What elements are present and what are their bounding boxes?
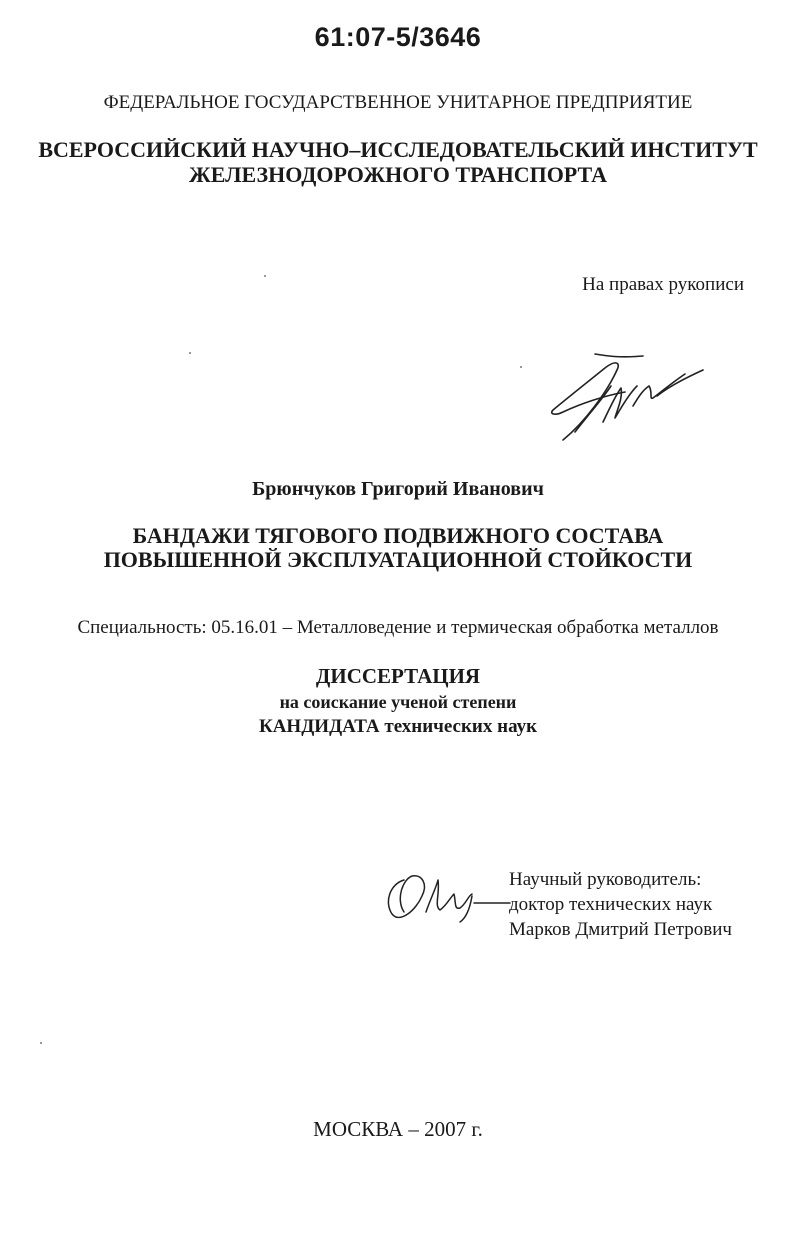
author-name: Брюнчуков Григорий Иванович — [252, 478, 544, 500]
document-type: ДИССЕРТАЦИЯ — [315, 664, 481, 688]
dissertation-title-line2: ПОВЫШЕННОЙ ЭКСПЛУАТАЦИОННОЙ СТОЙКОСТИ — [103, 547, 693, 572]
supervisor-name: Марков Дмитрий Петрович — [509, 919, 732, 940]
degree-line1: на соискание ученой степени — [279, 692, 517, 712]
catalog-number: 61:07-5/3646 — [314, 22, 482, 52]
manuscript-rights-note: На правах рукописи — [582, 274, 744, 295]
organization-name: ФЕДЕРАЛЬНОЕ ГОСУДАРСТВЕННОЕ УНИТАРНОЕ ПРЕДПРИЯТИЕ — [103, 92, 693, 113]
degree-line2: КАНДИДАТА технических наук — [258, 716, 538, 737]
scan-speck — [264, 275, 266, 277]
supervisor-label: Научный руководитель: — [509, 869, 702, 890]
dissertation-title-line1: БАНДАЖИ ТЯГОВОГО ПОДВИЖНОГО СОСТАВА — [132, 523, 664, 548]
institute-name-line1: ВСЕРОССИЙСКИЙ НАУЧНО–ИССЛЕДОВАТЕЛЬСКИЙ ИНСТИТУТ — [38, 137, 758, 162]
city-year: МОСКВА – 2007 г. — [313, 1117, 483, 1141]
institute-name-line2: ЖЕЛЕЗНОДОРОЖНОГО ТРАНСПОРТА — [189, 162, 607, 187]
scan-speck — [40, 1042, 42, 1044]
supervisor-signature-icon — [382, 866, 512, 926]
author-signature-icon — [545, 352, 715, 447]
specialty: Специальность: 05.16.01 – Металловедение и термическая обработка металлов — [77, 617, 719, 638]
supervisor-degree: доктор технических наук — [509, 894, 713, 915]
scan-speck — [520, 366, 522, 368]
scan-speck — [189, 352, 191, 354]
